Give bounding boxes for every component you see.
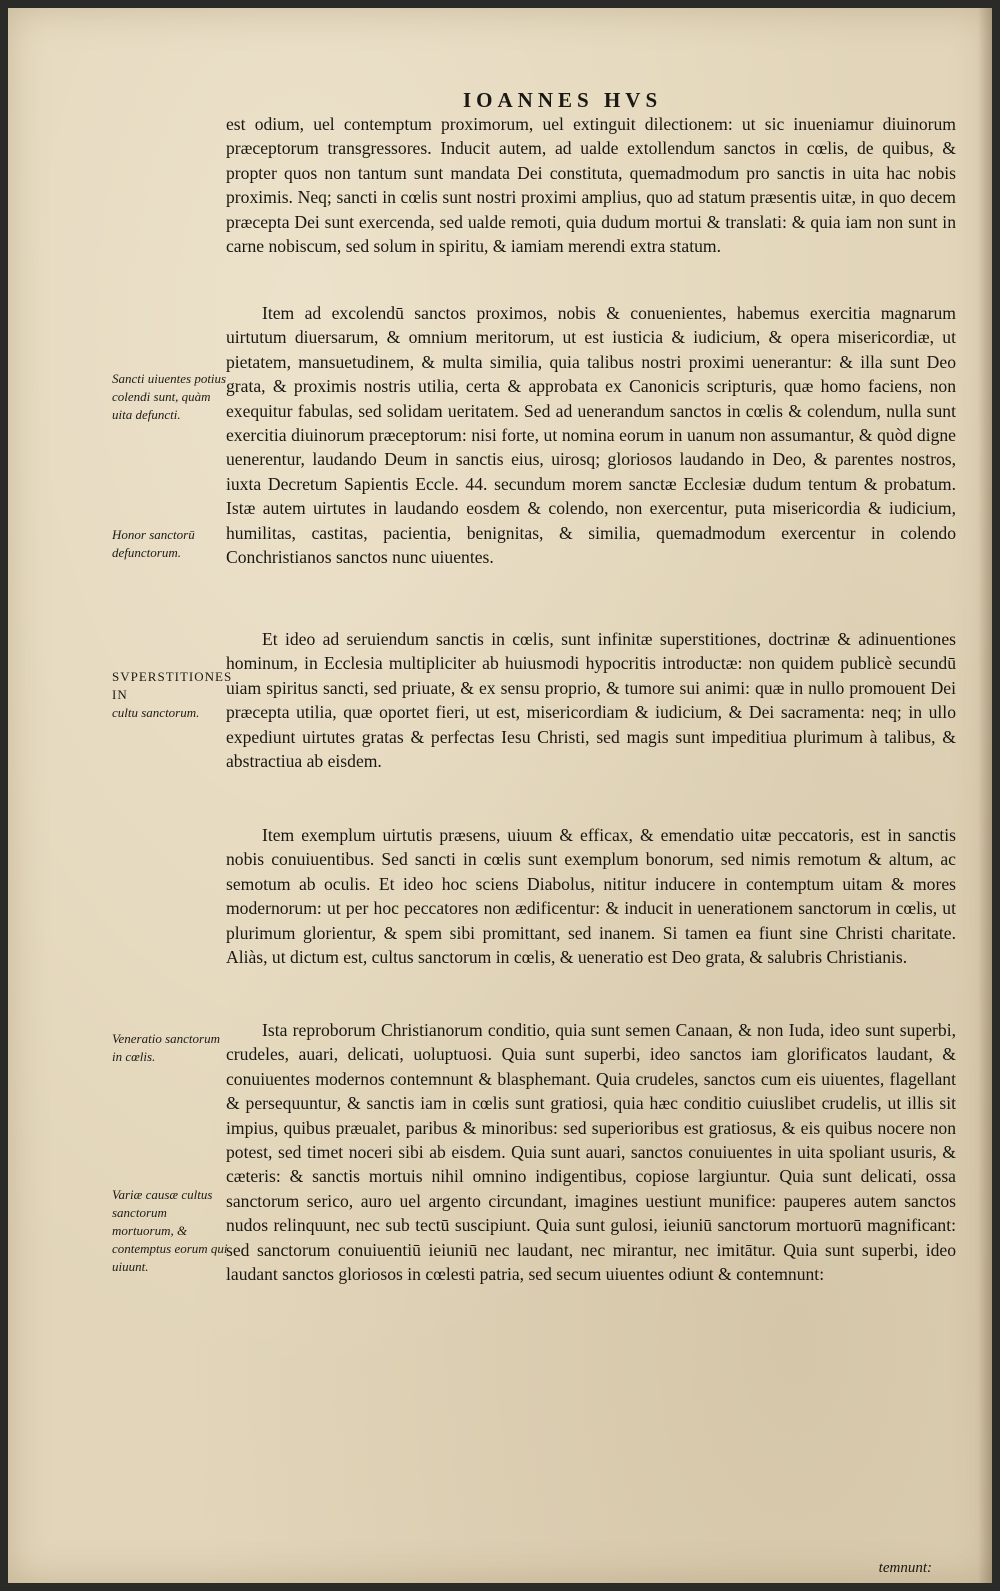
paragraph-1 <box>226 112 956 258</box>
sidenote-superstitiones: SVPERSTITIONES IN <box>112 669 233 702</box>
sidenote-honor-sanctorum: Honor sanctorū defunctorum. <box>112 527 195 560</box>
paragraph-text: Item exemplum uirtutis præsens, uiuum & efficax, & emendatio uitæ peccatoris, est in sanctis nobis conuiuentibus. Sed sancti in cœlis sunt exemplum bonorum, sed nimis remotum & altum, ac semotum ab oculis. Et ideo hoc sciens Diabolus, nititur inducere in contemptum uitam & mores modernorum: ut per hoc peccatores non ædificentur: & inducit in uenerationem sanctorum in cœlis, ut plurimum glorientur, & spem sibi promittant, sed inanem. Si tamen ea fiunt sine Christi charitate. Aliàs, ut dictum est, cultus sanctorum in cœlis, & ueneratio est Deo grata, & salubris Christianis. <box>226 825 956 968</box>
paragraph-5 <box>226 1018 956 1286</box>
catchword: temnunt: <box>878 1560 932 1576</box>
sidenote-cultu-sanctorum: cultu sanctorum. <box>112 705 200 720</box>
paragraph-3 <box>226 627 956 773</box>
sidenote-sancti-uiuentes: Sancti uiuentes potius colendi sunt, quàm uita defuncti. <box>112 371 227 422</box>
paragraph-4 <box>226 823 956 969</box>
running-head: IOANNES HVS <box>463 88 663 112</box>
book-page <box>8 8 992 1583</box>
paragraph-text: Ista reproborum Christianorum conditio, quia sunt semen Canaan, & non Iuda, ideo sunt superbi, crudeles, auari, delicati, uoluptuosi. Quia sunt superbi, ideo sanctos iam glorificatos laudant, & conuiuentes modernos contemnunt & blasphemant. Quia crudeles, sanctos cum eis uiuentes, flagellant & persequuntur, & sanctis iam in cœlis sunt gratiosi, quia hæc conditio cuiuslibet crudelis, ut illis sit impius, quibus præualet, paribus & minoribus: sed superioribus est gratiosus, & eis quibus nocere non potest, sed timet noceri sibi ab eisdem. Quia sunt auari, sanctos conuiuentes in uita spoliant usuris, & cæteris: & sanctis mortuis nihil omnino indigentibus, copiose largiuntur. Quia sunt delicati, ossa sanctorum serico, auro uel argento circundant, imagines uestiunt munifice: pauperes autem sanctos nudos relinquunt, nec sub tectū suscipiunt. Quia sunt gulosi, ieiuniū sanctorum mortuorū magnificant: sed sanctorum conuiuentiū ieiuniū nec laudant, nec mirantur, nec imitātur. Quia sunt superbi, ideo laudant sanctos gloriosos in cœlesti patria, sed secum uiuentes odiunt & contemnunt: <box>226 1020 956 1285</box>
paragraph-text: Et ideo ad seruiendum sanctis in cœlis, sunt infinitæ superstitiones, doctrinæ & adinuentiones hominum, in Ecclesia multipliciter ab huiusmodi hypocritis introductæ: non quidem publicè secundū uiam spiritus sancti, sed priuate, & ex sensu proprio, & tumore sui animi: quæ in nullo promouent Dei præcepta utilia, quæ oportet fieri, ut est, misericordiam & iudicium, & Dei sacramenta: neq; in ullo expediunt uirtutes gratas & perfectas Iesu Christi, sed magis sunt impeditiua plurimum à talibus, & abstractiua ab eisdem. <box>226 629 956 772</box>
page-gutter-shadow <box>978 8 992 1583</box>
sidenote-ueneratio: Veneratio sanctorum in cœlis. <box>112 1031 220 1064</box>
paragraph-text: est odium, uel contemptum proximorum, uel extinguit dilectionem: ut sic inueniamur diuinorum præceptorum transgressores. Inducit autem, ad ualde extollendum sanctos in cœlis, de quibus, & propter quos non tantum sunt mandata Dei constituta, quemadmodum pro sanctis in uita hac nobis proximis. Neq; sancti in cœlis sunt nostri proximi amplius, quo ad statum præsentis uitæ, in quo decem præcepta Dei sunt exercenda, sed ualde remoti, quia dudum mortui & translati: & quia iam non sunt in carne nobiscum, sed solum in spiritu, & iamiam merendi extra statum. <box>226 114 956 257</box>
paragraph-2 <box>226 301 956 569</box>
paragraph-text: Item ad excolendū sanctos proximos, nobis & conuenientes, habemus exercitia magnarum uirtutum diuersarum, & omnium meritorum, ut est iusticia & iudicium, & opera misericordiæ, ut pietatem, mansuetudinem, & multa similia, quia talibus nostri proximi uenerantur: & illa sunt Deo grata, & proximis nostris utilia, certa & approbata ex Canonicis scripturis, quæ homo faciens, non exequitur fabulas, sed solidam ueritatem. Sed ad uenerandum sanctos in cœlis & colendum, nulla sunt exercitia diuinorum præceptorum: nisi forte, ut nomina eorum in uanum non assumantur, & quòd digne uenerentur, laudando Deum in sanctis eius, uirosq; gloriosos laudando in Deo, & parentes nostros, iuxta Decretum Sapientis Eccle. 44. secundum morem sanctæ Ecclesiæ dudum tentum & probatum. Istæ autem uirtutes in laudando eosdem & colendo, non exercentur, puta misericordia & iudicium, humilitas, castitas, pacientia, benignitas, & similia, quemadmodum exercentur in colendo Conchristianos sanctos nunc uiuentes. <box>226 303 956 568</box>
sidenote-variae-causae: Variæ causæ cultus sanctorum mortuorum, & contemptus eorum qui uiuunt. <box>112 1187 228 1274</box>
